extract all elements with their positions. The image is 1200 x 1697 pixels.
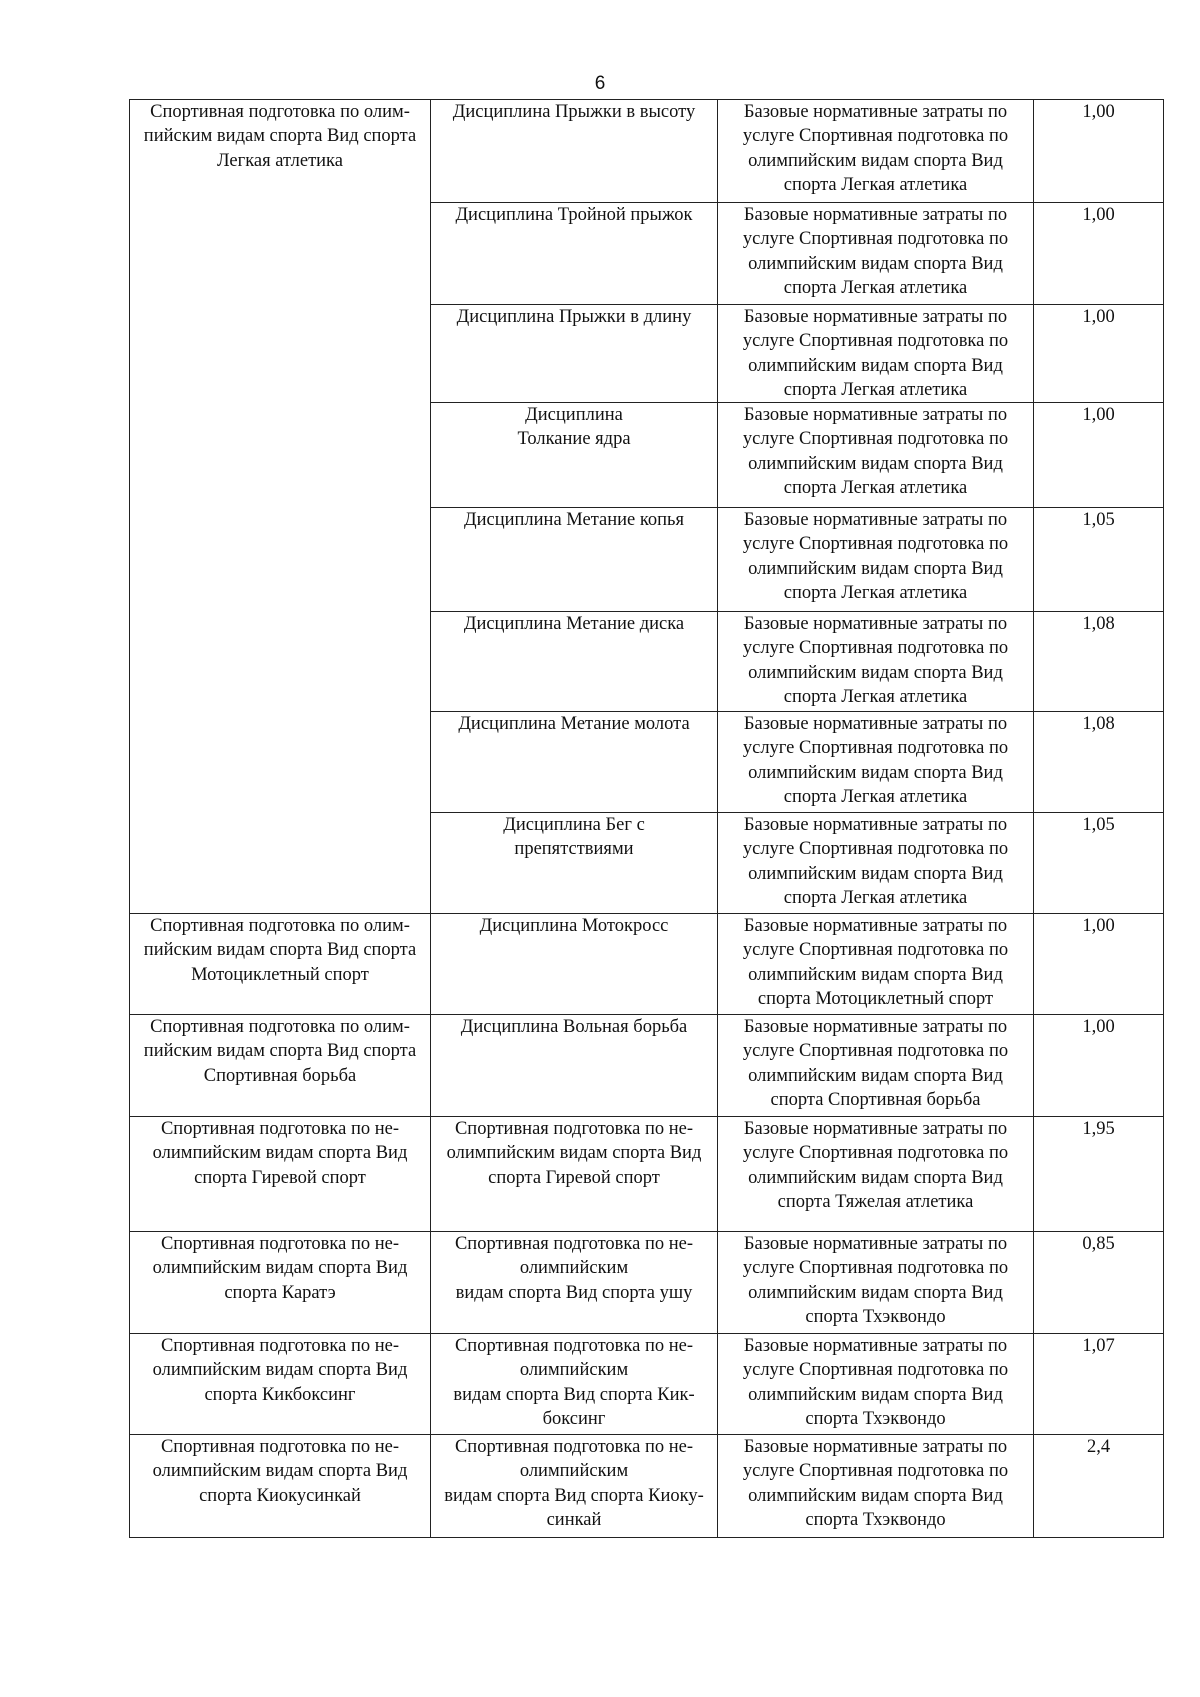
table-row xyxy=(130,1117,1164,1232)
discipline-cell: Спортивная подготовка по не- олимпийским видам спорта Вид спорта Кик- боксинг xyxy=(431,1334,718,1435)
basis-cell: Базовые нормативные затраты по услуге Спортивная подготовка по олимпийским видам спорта Вид спорта Легкая атлетика xyxy=(718,612,1034,712)
coefficient-cell: 1,00 xyxy=(1034,100,1164,203)
discipline-cell: Дисциплина Вольная борьба xyxy=(431,1015,718,1117)
discipline-cell: Дисциплина Метание диска xyxy=(431,612,718,712)
basis-cell: Базовые нормативные затраты по услуге Спортивная подготовка по олимпийским видам спорта Вид спорта Тяжелая атлетика xyxy=(718,1117,1034,1232)
discipline-cell: Дисциплина Тройной прыжок xyxy=(431,203,718,305)
coefficient-cell: 1,95 xyxy=(1034,1117,1164,1232)
basis-cell: Базовые нормативные затраты по услуге Спортивная подготовка по олимпийским видам спорта Вид спорта Легкая атлетика xyxy=(718,305,1034,403)
basis-cell: Базовые нормативные затраты по услуге Спортивная подготовка по олимпийским видам спорта Вид спорта Легкая атлетика xyxy=(718,403,1034,508)
coefficient-cell: 1,00 xyxy=(1034,403,1164,508)
table-row xyxy=(130,1232,1164,1334)
discipline-cell: Спортивная подготовка по не- олимпийским видам спорта Вид спорта Киоку- синкай xyxy=(431,1435,718,1538)
basis-cell: Базовые нормативные затраты по услуге Спортивная подготовка по олимпийским видам спорта Вид спорта Тхэквондо xyxy=(718,1435,1034,1538)
coefficient-cell: 1,00 xyxy=(1034,305,1164,403)
basis-cell: Базовые нормативные затраты по услуге Спортивная подготовка по олимпийским видам спорта Вид спорта Мотоциклетный спорт xyxy=(718,914,1034,1015)
service-cell: Спортивная подготовка по не- олимпийским видам спорта Вид спорта Киокусинкай xyxy=(130,1435,431,1538)
discipline-cell: Дисциплина Бег с препятствиями xyxy=(431,813,718,914)
coefficient-cell: 2,4 xyxy=(1034,1435,1164,1538)
discipline-cell: Дисциплина Метание молота xyxy=(431,712,718,813)
coefficient-cell: 1,08 xyxy=(1034,712,1164,813)
coefficient-cell: 1,00 xyxy=(1034,914,1164,1015)
discipline-cell: Дисциплина Мотокросс xyxy=(431,914,718,1015)
page-number: 6 xyxy=(594,73,606,94)
discipline-cell: Дисциплина Прыжки в высоту xyxy=(431,100,718,203)
discipline-cell: Дисциплина Метание копья xyxy=(431,508,718,612)
service-text: Спортивная подготовка по олим- пийским видам спорта Вид спорта Легкая атлетика xyxy=(143,102,417,171)
discipline-cell: Дисциплина Прыжки в длину xyxy=(431,305,718,403)
table-row xyxy=(130,1334,1164,1435)
discipline-cell: Спортивная подготовка по не- олимпийским видам спорта Вид спорта ушу xyxy=(431,1232,718,1334)
basis-cell: Базовые нормативные затраты по услуге Спортивная подготовка по олимпийским видам спорта Вид спорта Спортивная борьба xyxy=(718,1015,1034,1117)
coefficient-cell: 1,00 xyxy=(1034,203,1164,305)
coefficient-cell: 1,05 xyxy=(1034,508,1164,612)
basis-cell: Базовые нормативные затраты по услуге Спортивная подготовка по олимпийским видам спорта Вид спорта Легкая атлетика xyxy=(718,813,1034,914)
service-cell: Спортивная подготовка по олим- пийским видам спорта Вид спорта Спортивная борьба xyxy=(130,1015,431,1117)
table-row xyxy=(130,1435,1164,1538)
coefficient-cell: 0,85 xyxy=(1034,1232,1164,1334)
service-cell: Спортивная подготовка по олим- пийским видам спорта Вид спорта Мотоциклетный спорт xyxy=(130,914,431,1015)
basis-cell: Базовые нормативные затраты по услуге Спортивная подготовка по олимпийским видам спорта Вид спорта Легкая атлетика xyxy=(718,100,1034,203)
coefficient-cell: 1,05 xyxy=(1034,813,1164,914)
coefficient-cell: 1,00 xyxy=(1034,1015,1164,1117)
service-cell: Спортивная подготовка по не- олимпийским видам спорта Вид спорта Гиревой спорт xyxy=(130,1117,431,1232)
cost-coefficient-table xyxy=(129,99,1164,1538)
coefficient-cell: 1,07 xyxy=(1034,1334,1164,1435)
discipline-cell: Дисциплина Толкание ядра xyxy=(431,403,718,508)
basis-cell: Базовые нормативные затраты по услуге Спортивная подготовка по олимпийским видам спорта Вид спорта Легкая атлетика xyxy=(718,508,1034,612)
discipline-cell: Спортивная подготовка по не- олимпийским видам спорта Вид спорта Гиревой спорт xyxy=(431,1117,718,1232)
service-cell xyxy=(130,100,431,914)
table-row xyxy=(130,914,1164,1015)
basis-cell: Базовые нормативные затраты по услуге Спортивная подготовка по олимпийским видам спорта Вид спорта Тхэквондо xyxy=(718,1232,1034,1334)
service-cell: Спортивная подготовка по не- олимпийским видам спорта Вид спорта Каратэ xyxy=(130,1232,431,1334)
coefficient-cell: 1,08 xyxy=(1034,612,1164,712)
table-row xyxy=(130,1015,1164,1117)
service-cell: Спортивная подготовка по не- олимпийским видам спорта Вид спорта Кикбоксинг xyxy=(130,1334,431,1435)
basis-cell: Базовые нормативные затраты по услуге Спортивная подготовка по олимпийским видам спорта Вид спорта Тхэквондо xyxy=(718,1334,1034,1435)
basis-cell: Базовые нормативные затраты по услуге Спортивная подготовка по олимпийским видам спорта Вид спорта Легкая атлетика xyxy=(718,203,1034,305)
table-row xyxy=(130,100,1164,203)
basis-cell: Базовые нормативные затраты по услуге Спортивная подготовка по олимпийским видам спорта Вид спорта Легкая атлетика xyxy=(718,712,1034,813)
